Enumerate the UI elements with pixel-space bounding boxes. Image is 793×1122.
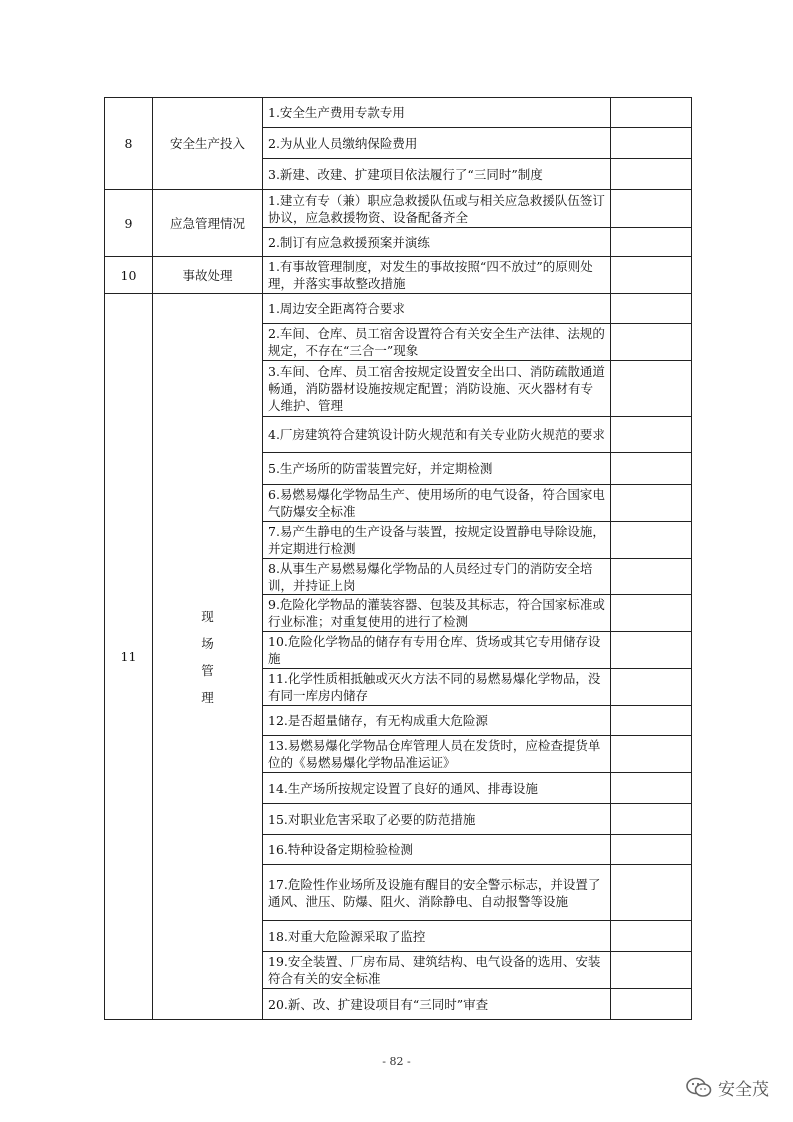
- result-cell[interactable]: [611, 159, 692, 190]
- result-cell[interactable]: [611, 98, 692, 128]
- check-item: 3.车间、仓库、员工宿舍按规定设置安全出口、消防疏散通道畅通，消防器材设施按规定配置；消防设施、灭火器材有专人维护、管理: [263, 361, 611, 417]
- check-item: 11.化学性质相抵触或灭火方法不同的易燃易爆化学物品，没有同一库房内储存: [263, 669, 611, 706]
- check-item: 1.有事故管理制度，对发生的事故按照“四不放过”的原则处理，并落实事故整改措施: [263, 257, 611, 294]
- result-cell[interactable]: [611, 417, 692, 453]
- item-number: 9: [105, 190, 153, 257]
- result-cell[interactable]: [611, 835, 692, 865]
- result-cell[interactable]: [611, 228, 692, 257]
- result-cell[interactable]: [611, 559, 692, 595]
- result-cell[interactable]: [611, 595, 692, 632]
- check-item: 19.安全装置、厂房布局、建筑结构、电气设备的选用、安装符合有关的安全标准: [263, 952, 611, 989]
- category-label: 应急管理情况: [153, 190, 263, 257]
- checklist-table: [104, 97, 692, 1020]
- result-cell[interactable]: [611, 706, 692, 736]
- watermark-text: 安全茂: [718, 1080, 769, 1100]
- check-item: 10.危险化学物品的储存有专用仓库、货场或其它专用储存设施: [263, 632, 611, 669]
- check-item: 2.制订有应急救援预案并演练: [263, 228, 611, 257]
- check-item: 16.特种设备定期检验检测: [263, 835, 611, 865]
- item-number: 11: [105, 294, 153, 1020]
- result-cell[interactable]: [611, 453, 692, 485]
- check-item: 18.对重大危险源采取了监控: [263, 921, 611, 952]
- result-cell[interactable]: [611, 669, 692, 706]
- result-cell[interactable]: [611, 736, 692, 773]
- result-cell[interactable]: [611, 632, 692, 669]
- result-cell[interactable]: [611, 804, 692, 835]
- check-item: 15.对职业危害采取了必要的防范措施: [263, 804, 611, 835]
- check-item: 13.易燃易爆化学物品仓库管理人员在发货时，应检查提货单位的《易燃易爆化学物品准运证》: [263, 736, 611, 773]
- check-item: 9.危险化学物品的灌装容器、包装及其标志，符合国家标准或行业标准；对重复使用的进行了检测: [263, 595, 611, 632]
- check-item: 14.生产场所按规定设置了良好的通风、排毒设施: [263, 773, 611, 804]
- check-item: 7.易产生静电的生产设备与装置，按规定设置静电导除设施，并定期进行检测: [263, 522, 611, 559]
- check-item: 6.易燃易爆化学物品生产、使用场所的电气设备，符合国家电气防爆安全标准: [263, 485, 611, 522]
- check-item: 17.危险性作业场所及设施有醒目的安全警示标志，并设置了通风、泄压、防爆、阻火、消除静电、自动报警等设施: [263, 865, 611, 921]
- page-number: - 82 -: [382, 1055, 411, 1068]
- table-row: [105, 294, 692, 324]
- result-cell[interactable]: [611, 522, 692, 559]
- category-label: 事故处理: [153, 257, 263, 294]
- result-cell[interactable]: [611, 128, 692, 159]
- table-row: [105, 98, 692, 128]
- check-item: 12.是否超量储存，有无构成重大危险源: [263, 706, 611, 736]
- result-cell[interactable]: [611, 773, 692, 804]
- table-row: [105, 257, 692, 294]
- result-cell[interactable]: [611, 485, 692, 522]
- result-cell[interactable]: [611, 952, 692, 989]
- result-cell[interactable]: [611, 190, 692, 228]
- result-cell[interactable]: [611, 294, 692, 324]
- result-cell[interactable]: [611, 921, 692, 952]
- category-label: [153, 294, 263, 1020]
- category-vertical-text: 现 场 管 理: [201, 608, 214, 705]
- result-cell[interactable]: [611, 989, 692, 1020]
- table-row: [105, 190, 692, 228]
- wechat-icon: [686, 1077, 712, 1099]
- category-label: 安全生产投入: [153, 98, 263, 190]
- item-number: 8: [105, 98, 153, 190]
- check-item: 1.周边安全距离符合要求: [263, 294, 611, 324]
- watermark: [686, 1075, 769, 1100]
- check-item: 4.厂房建筑符合建筑设计防火规范和有关专业防火规范的要求: [263, 417, 611, 453]
- check-item: 2.车间、仓库、员工宿舍设置符合有关安全生产法律、法规的规定，不存在“三合一”现象: [263, 324, 611, 361]
- check-item: 1.安全生产费用专款专用: [263, 98, 611, 128]
- check-item: 2.为从业人员缴纳保险费用: [263, 128, 611, 159]
- check-item: 1.建立有专（兼）职应急救援队伍或与相关应急救援队伍签订协议，应急救援物资、设备配备齐全: [263, 190, 611, 228]
- check-item: 3.新建、改建、扩建项目依法履行了“三同时”制度: [263, 159, 611, 190]
- check-item: 8.从事生产易燃易爆化学物品的人员经过专门的消防安全培训，并持证上岗: [263, 559, 611, 595]
- result-cell[interactable]: [611, 865, 692, 921]
- result-cell[interactable]: [611, 324, 692, 361]
- check-item: 5.生产场所的防雷装置完好，并定期检测: [263, 453, 611, 485]
- check-item: 20.新、改、扩建设项目有“三同时”审查: [263, 989, 611, 1020]
- item-number: 10: [105, 257, 153, 294]
- result-cell[interactable]: [611, 361, 692, 417]
- result-cell[interactable]: [611, 257, 692, 294]
